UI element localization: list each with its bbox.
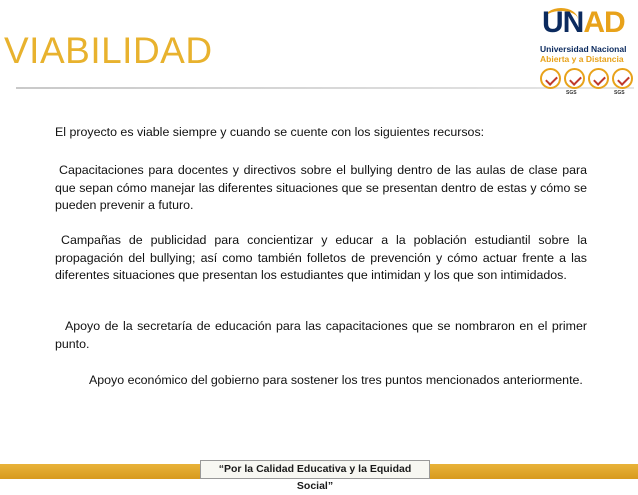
badge-label: SGS bbox=[566, 90, 577, 96]
certification-badge-icon bbox=[540, 68, 561, 89]
unad-logo bbox=[536, 4, 636, 96]
footer-slogan: “Por la Calidad Educativa y la Equidad Social” bbox=[200, 460, 430, 479]
logo-name-line2: Abierta y a Distancia bbox=[540, 54, 624, 64]
intro-paragraph: El proyecto es viable siempre y cuando se cuente con los siguientes recursos: bbox=[55, 125, 485, 139]
logo-wordmark bbox=[542, 6, 625, 40]
resource-item: Campañas de publicidad para concientizar y educar a la población estudiantil sobre la propagación del bullying; así como también folletos de prevención y cómo actuar frente a las diferentes situaciones que presentan los estudiantes que intimidan y los que son intimidados. bbox=[55, 233, 587, 282]
badge-label: SGS bbox=[614, 90, 625, 96]
slide-title: VIABILIDAD bbox=[4, 30, 213, 71]
resource-item: Capacitaciones para docentes y directivos sobre el bullying dentro de las aulas de clase para que sepan cómo manejar las diferentes situaciones que se presentan dentro de estas y cómo se pueden prevenir a futuro. bbox=[55, 163, 587, 212]
logo-name-line1: Universidad Nacional bbox=[540, 44, 627, 54]
logo-word-main: UN bbox=[542, 6, 584, 39]
logo-word-accent: AD bbox=[583, 6, 625, 39]
certification-badge-icon bbox=[564, 68, 585, 89]
resource-item: Apoyo de la secretaría de educación para las capacitaciones que se nombraron en el primer punto. bbox=[55, 319, 587, 351]
certification-badge-icon bbox=[588, 68, 609, 89]
certification-badge-icon bbox=[612, 68, 633, 89]
logo-university-name bbox=[540, 44, 626, 64]
resource-item: Apoyo económico del gobierno para sostener los tres puntos mencionados anteriormente. bbox=[89, 373, 583, 387]
